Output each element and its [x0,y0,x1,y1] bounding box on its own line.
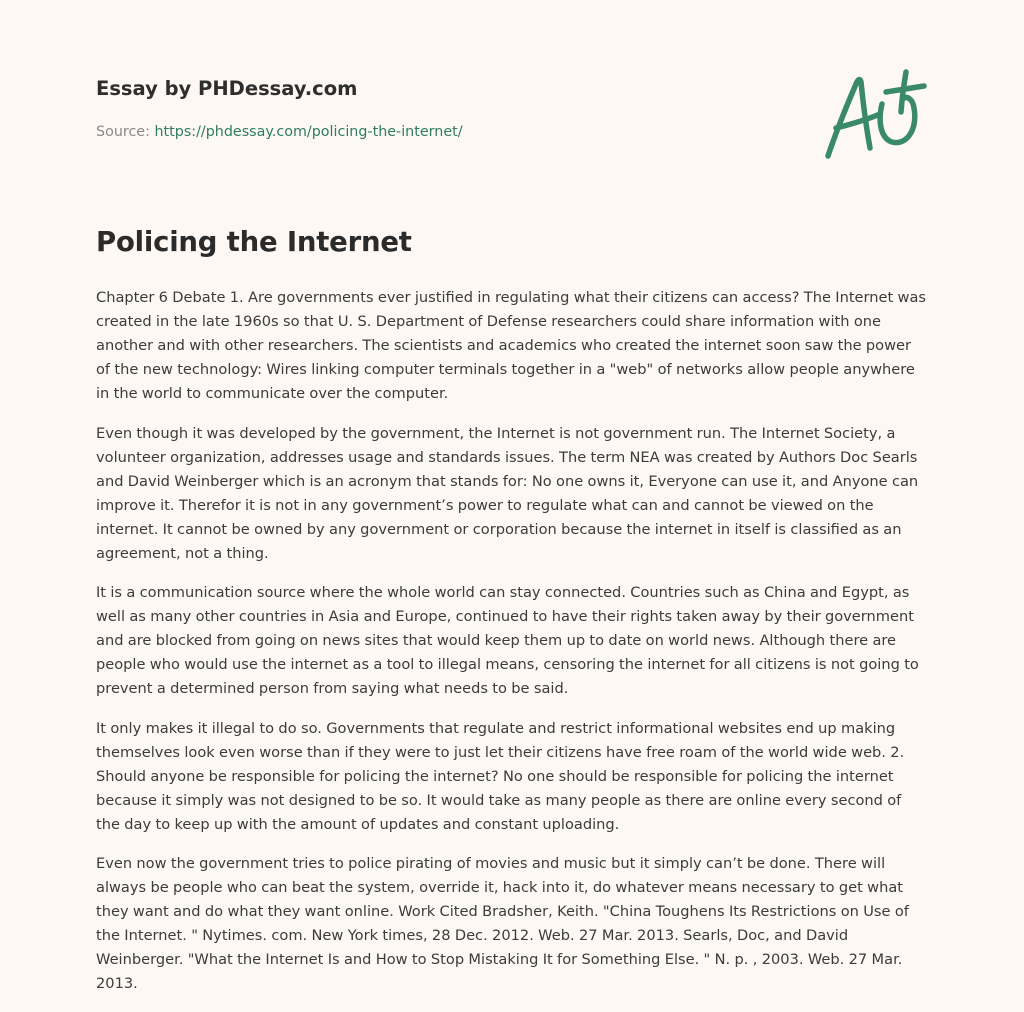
paragraph: It only makes it illegal to do so. Governments that regulate and restrict informational websites end up making themselves look even worse than if they were to just let their citizens have free roam of the world wide web. 2. Should anyone be responsible for policing the internet? No one should be responsible for policing the internet because it simply was not designed to be so. It would take as many people as there are online every second of the day to keep up with the amount of updates and constant uploading. [96,719,905,833]
a-plus-grade-icon [822,68,928,164]
paragraph: Even though it was developed by the government, the Internet is not government run. The Internet Society, a volunteer organization, addresses usage and standards issues. The term NEA was created by Authors Doc Searls and David Weinberger which is an acronym that stands for: No one owns it, Everyone can use it, and Anyone can improve it. Therefor it is not in any government’s power to regulate what can and cannot be viewed on the internet. It cannot be owned by any government or corporation because the internet in itself is classified as an agreement, not a thing. [96,424,919,562]
article-title: Policing the Internet [96,226,412,258]
source-label: Source: [96,124,155,140]
article-body [96,286,928,1012]
paragraph: Chapter 6 Debate 1. Are governments ever justified in regulating what their citizens can access? The Internet was created in the late 1960s so that U. S. Department of Defense researchers could share information with one another and with other researchers. The scientists and academics who created the internet soon saw the power of the new technology: Wires linking computer terminals together in a "web" of networks allow people anywhere in the world to communicate over the computer. [96,289,927,402]
site-brand: Essay by PHDessay.com [96,77,358,100]
source-line [96,124,463,140]
paragraph: Even now the government tries to police pirating of movies and music but it simply can’t be done. There will always be people who can beat the system, override it, hack into it, do whatever means necessary to get what they want and do what they want online. Work Cited Bradsher, Keith. "China Toughens Its Restrictions on Use of the Internet. " Nytimes. com. New York times, 28 Dec. 2012. Web. 27 Mar. 2013. Searls, Doc, and David Weinberger. "What the Internet Is and How to Stop Mistaking It for Something Else. " N. p. , 2003. Web. 27 Mar. 2013. [96,855,909,992]
paragraph: It is a communication source where the whole world can stay connected. Countries such as China and Egypt, as well as many other countries in Asia and Europe, continued to have their rights taken away by their government and are blocked from going on news sites that would keep them up to date on world news. Although there are people who would use the internet as a tool to illegal means, censoring the internet for all citizens is not going to prevent a determined person from saying what needs to be said. [96,584,919,697]
source-link[interactable]: https://phdessay.com/policing-the-internet/ [154,124,463,140]
